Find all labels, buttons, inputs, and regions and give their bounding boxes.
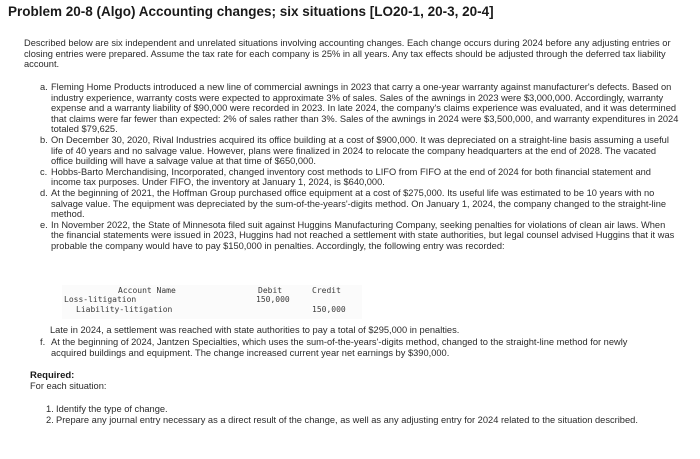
situation-item xyxy=(40,337,651,358)
situation-item xyxy=(40,220,680,252)
journal-account-credit: Liability-litigation xyxy=(76,305,173,314)
situation-item xyxy=(40,167,680,188)
journal-credit-amount: 150,000 xyxy=(312,305,346,314)
requirement-marker: 1. xyxy=(46,404,54,414)
situation-text: On December 30, 2020, Rival Industries acquired its office building at a cost of $900,000. It was depreciated on a straight-line basis assuming a useful life of 40 years and no salvage value. However, plans were finalized in 2024 to relocate the company headquarters at the end of 2028. The vacated office building will have a salvage value at that time of $650,000. xyxy=(51,134,669,167)
account-name-header: Account Name xyxy=(118,286,176,295)
situation-marker: a. xyxy=(40,82,48,92)
situation-text: At the beginning of 2024, Jantzen Specialties, which uses the sum-of-the-years'-digits method, changed to the straight-line method for newly acquired buildings and equipment. The change increased current year net earnings by $390,000. xyxy=(51,337,628,358)
situation-text: Fleming Home Products introduced a new line of commercial awnings in 2023 that carry a one-year warranty against manufacturer's defects. Based on industry experience, warranty costs were expected to approximate 3% of sales. Sales of the awnings in 2023 were $3,000,000. Accordingly, warranty expense and a warranty liability of $90,000 were recorded in 2023. In late 2024, the company's claims experience was evaluated, and it was determined that claims were far fewer than expected: 2% of sales rather than 3%. Sales of the awnings in 2024 were $3,500,000, and warranty expenditures in 2024 totaled $79,625. xyxy=(51,82,679,135)
requirement-text: Prepare any journal entry necessary as a direct result of the change, as well as any adjusting entry for 2024 related to the situation described. xyxy=(56,414,638,425)
situation-list xyxy=(40,82,680,252)
situation-marker: b. xyxy=(40,134,48,145)
situation-marker: d. xyxy=(40,187,48,198)
journal-debit-amount: 150,000 xyxy=(256,295,290,304)
required-intro: For each situation: xyxy=(30,381,107,391)
situation-text: In November 2022, the State of Minnesota filed suit against Huggins Manufacturing Company, seeking penalties for violations of clean air laws. When the financial statements were issued in 2023, Huggins had not reached a settlement with state authorities, but legal counsel advised Huggins that it was probable the company would have to pay $150,000 in penalties. Accordingly, the following entry was recorded: xyxy=(51,219,675,251)
journal-account-debit: Loss-litigation xyxy=(64,295,137,304)
required-heading: Required: xyxy=(30,370,75,381)
situation-marker: e. xyxy=(40,219,48,230)
settlement-text: Late in 2024, a settlement was reached with state authorities to pay a total of $295,000 in penalties. xyxy=(50,325,460,335)
problem-title: Problem 20-8 (Algo) Accounting changes; six situations [LO20-1, 20-3, 20-4] xyxy=(8,4,494,19)
journal-entry-table xyxy=(62,285,362,319)
situation-marker: f. xyxy=(40,337,46,347)
credit-header: Credit xyxy=(312,286,341,295)
situation-item xyxy=(40,82,680,135)
situation-text: Hobbs-Barto Merchandising, Incorporated, changed inventory cost methods to LIFO from FIFO at the end of 2024 for both financial statement and income tax purposes. Under FIFO, the inventory at January 1, 2024, is $640,000. xyxy=(51,166,651,188)
situation-item xyxy=(40,135,680,167)
requirement-text: Identify the type of change. xyxy=(56,404,168,414)
requirement-list xyxy=(46,404,646,425)
situation-item xyxy=(40,188,680,220)
requirement-marker: 2. xyxy=(46,414,54,425)
debit-header: Debit xyxy=(258,286,283,295)
intro-paragraph: Described below are six independent and unrelated situations involving accounting changes. Each change occurs during 2024 before any adjusting entries or closing entries were prepared. Assume the tax rate for each company is 25% in all years. Any tax effects should be adjusted through the deferred tax liability account. xyxy=(24,38,671,70)
situation-marker: c. xyxy=(40,166,48,177)
requirement-item xyxy=(46,415,646,426)
requirement-item xyxy=(46,404,646,415)
situation-text: At the beginning of 2021, the Hoffman Group purchased office equipment at a cost of $275,000. Its useful life was estimated to be 10 years with no salvage value. The equipment was depreciated by the sum-of-the-years'-digits method. On January 1, 2024, the company changed to the straight-line method. xyxy=(51,187,667,220)
